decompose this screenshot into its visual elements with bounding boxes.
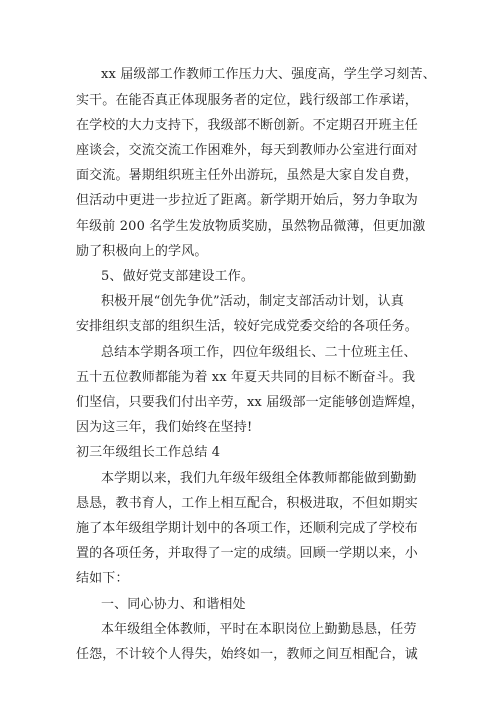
body-text-line: 本年级组全体教师，平时在本职岗位上勤勤恳恳，任劳 [101,622,417,637]
body-text-line: 在学校的大力支持下，我级部不断创新。不定期召开班主任 [76,118,418,133]
document-title: 初三年级组长工作总结 4 [76,445,221,460]
body-text-line: 励了积极向上的学风。 [76,244,208,259]
body-text-line: 总结本学期各项工作，四位年级组长、二十位班主任、 [101,345,417,360]
body-text-line: 恳恳，教书育人，工作上相互配合，积极进取，不但如期实 [76,496,418,511]
body-text-line: 但活动中更进一步拉近了距离。新学期开始后，努力争取为 [76,193,418,208]
body-text-line: 实干。在能否真正体现服务者的定位，践行级部工作承诺， [76,93,418,108]
body-text-line: 因为这三年，我们始终在坚持! [76,420,253,435]
body-text-line: 本学期以来，我们九年级年级组全体教师都能做到勤勤 [101,471,417,486]
body-text-line: 安排组织支部的组织生活，较好完成党委交给的各项任务。 [76,319,418,334]
body-text-line: 积极开展“创先争优”活动，制定支部活动计划，认真 [101,294,404,309]
body-text-line: 结如下： [76,571,129,586]
body-text-line: 年级前 200 名学生发放物质奖励，虽然物品微薄，但更加激 [76,219,426,234]
body-text-line: xx 届级部工作教师工作压力大、强度高，学生学习刻苦、 [101,67,436,82]
body-text-line: 面交流。暑期组织班主任外出游玩，虽然是大家自发自费， [76,168,418,183]
body-text-line: 们坚信，只要我们付出辛劳，xx 届级部一定能够创造辉煌， [76,395,424,410]
section-heading: 一、同心协力、和谐相处 [101,597,246,612]
body-text-line: 任怨，不计较个人得失，始终如一，教师之间互相配合，诚 [76,647,418,662]
body-text-line: 五十五位教师都能为着 xx 年夏天共同的目标不断奋斗。我 [76,370,416,385]
body-text-line: 置的各项任务，并取得了一定的成绩。回顾一学期以来，小 [76,546,418,561]
section-heading: 5、做好党支部建设工作。 [101,269,255,284]
body-text-line: 施了本年级组学期计划中的各项工作，还顺利完成了学校布 [76,521,418,536]
body-text-line: 座谈会，交流交流工作困难外，每天到教师办公室进行面对 [76,143,418,158]
